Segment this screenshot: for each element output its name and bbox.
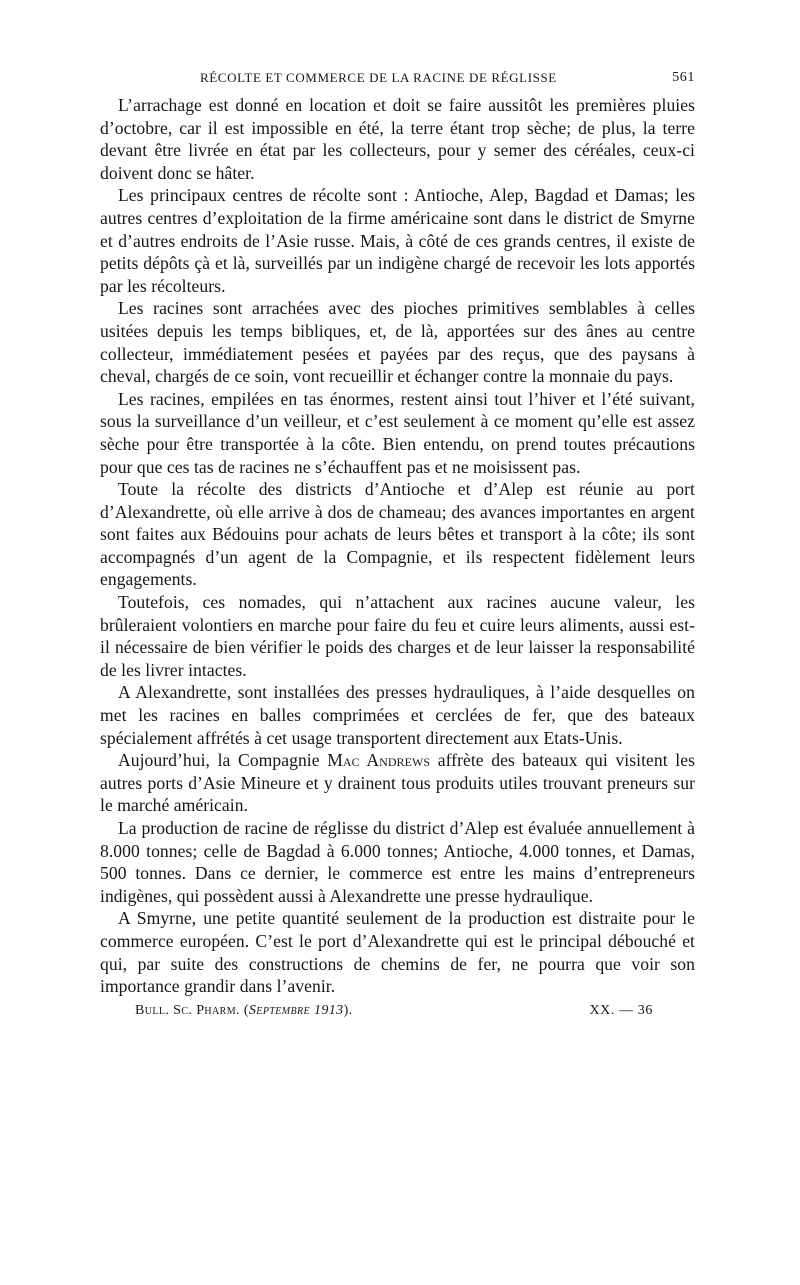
- article-body: [100, 94, 695, 998]
- paragraph: A Alexandrette, sont installées des presses hydrauliques, à l’aide desquelles on met les racines en balles comprimées et cerclées de fer, que des bateaux spécialement affrétés à cet usage transportent directement aux Etats-Unis.: [100, 682, 695, 748]
- page-footer: [100, 1001, 695, 1025]
- paragraph: A Smyrne, une petite quantité seulement de la production est distraite pour le commerce européen. C’est le port d’Alexandrette qui est le principal débouché et qui, par suite des constructions de chemins de fer, ne pourra que voir son importance grandir dans l’avenir.: [100, 908, 695, 997]
- paragraph: [100, 749, 695, 817]
- paragraph-text: affrète des bateaux qui visitent les autres ports d’Asie Mineure et y drainent tous produits utiles trouvant preneurs sur le marché américain.: [100, 750, 695, 816]
- paragraph: Les racines, empilées en tas énormes, restent ainsi tout l’hiver et l’été suivant, sous la surveillance d’un veilleur, et c’est seulement à ce moment qu’elle est assez sèche pour être transportée à la côte. Bien entendu, on prend toutes précautions pour que ces tas de racines ne s’échauffent pas et ne moisissent pas.: [100, 388, 695, 477]
- running-title: RÉCOLTE ET COMMERCE DE LA RACINE DE RÉGLISSE: [200, 70, 557, 85]
- document-page: [100, 60, 695, 1025]
- paragraph-text: Aujourd’hui, la Compagnie: [118, 750, 328, 771]
- page-number: 561: [672, 70, 695, 85]
- issue-open: (: [239, 1002, 249, 1018]
- running-header: [100, 60, 695, 90]
- issue-close: ).: [343, 1002, 353, 1018]
- company-name: Mac Andrews: [327, 750, 431, 771]
- paragraph: Toute la récolte des districts d’Antioche et d’Alep est réunie au port d’Alexandrette, où elle arrive à dos de chameau; des avances importantes en argent sont faites aux Bédouins pour achats de leurs bêtes et transport à la côte; ils sont accompagnés d’un agent de la Compagnie, et ils respectent fidèlement leurs engagements.: [100, 479, 695, 590]
- paragraph: L’arrachage est donné en location et doit se faire aussitôt les premières pluies d’octobre, car il est impossible en été, la terre étant trop sèche; de plus, la terre devant être livrée en état par les collecteurs, pour y semer des céréales, ceux-ci doivent donc se hâter.: [100, 95, 695, 183]
- sheet-signature: XX. — 36: [589, 1002, 653, 1018]
- journal-name: Bull. Sc. Pharm.: [135, 1002, 240, 1018]
- paragraph: Les racines sont arrachées avec des pioches primitives semblables à celles usitées depuis les temps bibliques, et, de là, apportées sur des ânes au centre collecteur, immédiatement pesées et payées par des reçus, que des paysans à cheval, chargés de ce soin, vont recueillir et échanger contre la monnaie du pays.: [100, 298, 695, 387]
- paragraph: Toutefois, ces nomades, qui n’attachent aux racines aucune valeur, les brûleraient volontiers en marche pour faire du feu et cuire leurs aliments, aussi est-il nécessaire de bien vérifier le poids des charges et de leur laisser la responsabilité de les livrer intactes.: [100, 592, 695, 680]
- issue-date: Septembre 1913: [248, 1002, 344, 1018]
- paragraph: Les principaux centres de récolte sont : Antioche, Alep, Bagdad et Damas; les autres centres d’exploitation de la firme américaine sont dans le district de Smyrne et d’autres endroits de l’Asie russe. Mais, à côté de ces grands centres, il existe de petits dépôts çà et là, surveillés par un indigène chargé de recevoir les lots apportés par les récolteurs.: [100, 185, 695, 296]
- paragraph: La production de racine de réglisse du district d’Alep est évaluée annuellement à 8.000 tonnes; celle de Bagdad à 6.000 tonnes; Antioche, 4.000 tonnes, et Damas, 500 tonnes. Dans ce dernier, le commerce est entre les mains d’entrepreneurs indigènes, qui possèdent aussi à Alexandrette une presse hydraulique.: [100, 818, 695, 906]
- journal-citation: [135, 1003, 353, 1019]
